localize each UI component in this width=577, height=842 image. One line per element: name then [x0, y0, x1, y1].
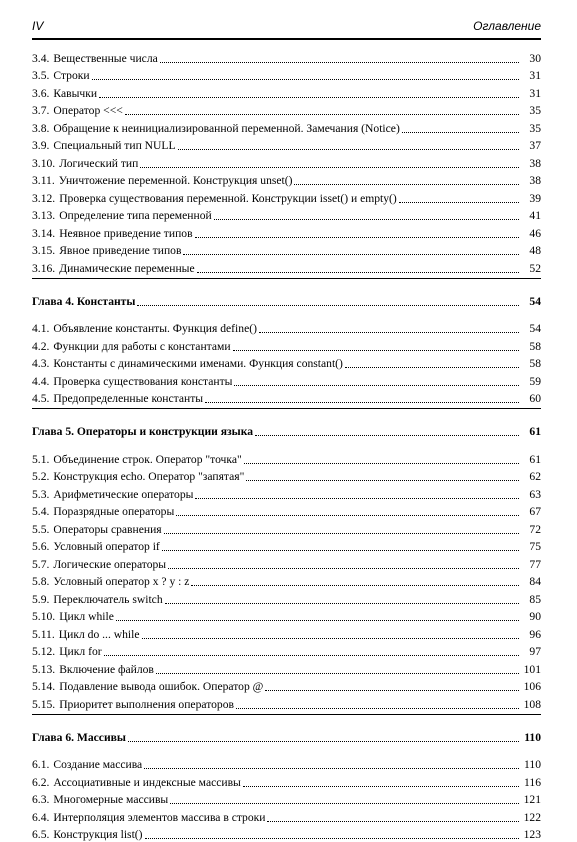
toc-page-number: 35	[521, 104, 541, 118]
toc-entry-number: 3.8.	[32, 122, 49, 136]
toc-page-number: 77	[521, 558, 541, 572]
toc-entry[interactable]	[32, 537, 541, 555]
toc-page-number: 108	[521, 698, 541, 712]
toc-entry-title: Интерполяция элементов массива в строки	[49, 811, 265, 825]
dot-leader	[164, 533, 519, 534]
dot-leader	[142, 638, 519, 639]
toc-page-number: 106	[521, 680, 541, 694]
toc-entry[interactable]	[32, 825, 541, 842]
toc-entry-title: Определение типа переменной	[55, 209, 212, 223]
dot-leader	[255, 435, 519, 436]
toc-entry[interactable]	[32, 336, 541, 354]
toc-page-number: 52	[521, 262, 541, 276]
toc-entry[interactable]	[32, 790, 541, 808]
toc-entry-number: 4.1.	[32, 322, 49, 336]
toc-entry[interactable]	[32, 554, 541, 572]
toc-entry[interactable]	[32, 449, 541, 467]
toc-chapter-entry[interactable]	[32, 293, 541, 309]
toc-page-number: 48	[521, 244, 541, 258]
toc-entry-title: Цикл for	[55, 645, 101, 659]
toc-chapter-entry[interactable]	[32, 729, 541, 745]
dot-leader	[345, 367, 519, 368]
running-section-title: Оглавление	[473, 19, 541, 33]
toc-chapter-entry[interactable]	[32, 423, 541, 439]
dot-leader	[104, 655, 519, 656]
dot-leader	[205, 402, 519, 403]
toc-entry-title: Явное приведение типов	[55, 244, 181, 258]
toc-page-number: 62	[521, 470, 541, 484]
toc-entry[interactable]	[32, 807, 541, 825]
toc-entry-title: Проверка существования переменной. Конструкции isset() и empty()	[55, 192, 397, 206]
dot-leader	[178, 149, 519, 150]
dot-leader	[399, 202, 519, 203]
toc-entry-title: Условный оператор if	[49, 540, 159, 554]
toc-entry-title: Переключатель switch	[49, 593, 162, 607]
toc-entry[interactable]	[32, 153, 541, 171]
toc-page-number: 54	[521, 295, 541, 309]
toc-entry[interactable]	[32, 755, 541, 773]
toc-entry-title: Арифметические операторы	[49, 488, 193, 502]
toc-entry-title: Строки	[49, 69, 89, 83]
page-number: IV	[32, 19, 43, 33]
toc-page-number: 67	[521, 505, 541, 519]
toc-entry[interactable]	[32, 206, 541, 224]
toc-entry[interactable]	[32, 624, 541, 642]
toc-page-number: 60	[521, 392, 541, 406]
toc-entry-number: 3.5.	[32, 69, 49, 83]
dot-leader	[168, 568, 519, 569]
toc-entry-title: Проверка существования константы	[49, 375, 232, 389]
toc-page-number: 101	[521, 663, 541, 677]
dot-leader	[234, 385, 519, 386]
dot-leader	[195, 237, 519, 238]
toc-chapter-title: Глава 6. Массивы	[32, 731, 126, 745]
toc-entry-title: Конструкция echo. Оператор "запятая"	[49, 470, 244, 484]
toc-entry[interactable]	[32, 572, 541, 590]
toc-entry-number: 5.2.	[32, 470, 49, 484]
section-divider	[32, 714, 541, 715]
toc-entry-number: 6.5.	[32, 828, 49, 842]
toc-entry-title: Уничтожение переменной. Конструкция unset()	[55, 174, 293, 188]
toc-page-number: 97	[521, 645, 541, 659]
toc-entry-title: Неявное приведение типов	[55, 227, 192, 241]
dot-leader	[165, 603, 519, 604]
toc-page-number: 38	[521, 157, 541, 171]
toc-entry-title: Поразрядные операторы	[49, 505, 174, 519]
table-of-contents	[32, 48, 541, 842]
toc-page-number: 35	[521, 122, 541, 136]
toc-entry-number: 6.3.	[32, 793, 49, 807]
toc-page-number: 58	[521, 340, 541, 354]
dot-leader	[183, 254, 519, 255]
toc-entry-title: Ассоциативные и индексные массивы	[49, 776, 240, 790]
toc-page-number: 31	[521, 69, 541, 83]
toc-page-number: 38	[521, 174, 541, 188]
toc-entry-number: 5.15.	[32, 698, 55, 712]
toc-entry-number: 3.7.	[32, 104, 49, 118]
toc-entry[interactable]	[32, 258, 541, 276]
toc-entry[interactable]	[32, 241, 541, 259]
toc-entry-title: Цикл do ... while	[55, 628, 140, 642]
toc-entry[interactable]	[32, 642, 541, 660]
toc-page-number: 121	[521, 793, 541, 807]
toc-entry-number: 4.4.	[32, 375, 49, 389]
toc-entry-title: Создание массива	[49, 758, 142, 772]
toc-entry-number: 3.10.	[32, 157, 55, 171]
toc-page-number: 61	[521, 453, 541, 467]
dot-leader	[92, 79, 519, 80]
dot-leader	[162, 550, 519, 551]
toc-entry-title: Логические операторы	[49, 558, 166, 572]
toc-page-number: 96	[521, 628, 541, 642]
toc-entry-number: 5.1.	[32, 453, 49, 467]
dot-leader	[99, 97, 519, 98]
toc-entry-title: Константы с динамическими именами. Функция constant()	[49, 357, 343, 371]
section-divider	[32, 408, 541, 409]
toc-entry-number: 5.12.	[32, 645, 55, 659]
toc-page-number: 110	[521, 731, 541, 745]
toc-entry-title: Обращение к неинициализированной переменной. Замечания (Notice)	[49, 122, 399, 136]
toc-entry-title: Вещественные числа	[49, 52, 157, 66]
toc-page-number: 123	[521, 828, 541, 842]
toc-entry-title: Операторы сравнения	[49, 523, 161, 537]
toc-entry[interactable]	[32, 589, 541, 607]
toc-entry[interactable]	[32, 354, 541, 372]
toc-entry-title: Оператор <<<	[49, 104, 122, 118]
section-divider	[32, 278, 541, 279]
toc-entry-number: 5.11.	[32, 628, 55, 642]
toc-entry-number: 5.9.	[32, 593, 49, 607]
dot-leader	[243, 786, 519, 787]
toc-entry[interactable]	[32, 502, 541, 520]
toc-entry-title: Условный оператор x ? y : z	[49, 575, 189, 589]
toc-entry-number: 4.3.	[32, 357, 49, 371]
dot-leader	[137, 305, 519, 306]
toc-entry[interactable]	[32, 467, 541, 485]
toc-entry[interactable]	[32, 694, 541, 712]
toc-entry-number: 6.2.	[32, 776, 49, 790]
dot-leader	[145, 838, 519, 839]
toc-entry[interactable]	[32, 484, 541, 502]
toc-entry-number: 3.4.	[32, 52, 49, 66]
toc-entry-title: Многомерные массивы	[49, 793, 168, 807]
toc-entry[interactable]	[32, 772, 541, 790]
toc-entry-number: 3.15.	[32, 244, 55, 258]
dot-leader	[156, 673, 519, 674]
toc-entry-number: 3.11.	[32, 174, 55, 188]
toc-entry-title: Объявление константы. Функция define()	[49, 322, 257, 336]
toc-entry[interactable]	[32, 223, 541, 241]
toc-page-number: 39	[521, 192, 541, 206]
running-header	[32, 14, 541, 40]
dot-leader	[236, 708, 519, 709]
toc-entry-title: Специальный тип NULL	[49, 139, 175, 153]
toc-page-number: 84	[521, 575, 541, 589]
toc-entry-number: 5.4.	[32, 505, 49, 519]
toc-entry[interactable]	[32, 171, 541, 189]
toc-entry-title: Подавление вывода ошибок. Оператор @	[55, 680, 263, 694]
dot-leader	[140, 167, 519, 168]
toc-page-number: 37	[521, 139, 541, 153]
toc-entry-number: 3.9.	[32, 139, 49, 153]
toc-entry-number: 4.5.	[32, 392, 49, 406]
toc-entry[interactable]	[32, 118, 541, 136]
dot-leader	[233, 350, 519, 351]
dot-leader	[197, 272, 519, 273]
dot-leader	[144, 768, 519, 769]
toc-page-number: 63	[521, 488, 541, 502]
toc-page-number: 110	[521, 758, 541, 772]
dot-leader	[191, 585, 519, 586]
dot-leader	[265, 690, 519, 691]
toc-page-number: 30	[521, 52, 541, 66]
toc-entry-number: 6.1.	[32, 758, 49, 772]
toc-entry[interactable]	[32, 607, 541, 625]
toc-entry-title: Объединение строк. Оператор "точка"	[49, 453, 241, 467]
toc-entry[interactable]	[32, 83, 541, 101]
toc-page-number: 59	[521, 375, 541, 389]
toc-entry-number: 5.8.	[32, 575, 49, 589]
dot-leader	[259, 332, 519, 333]
toc-entry-title: Логический тип	[55, 157, 138, 171]
dot-leader	[160, 62, 519, 63]
toc-entry[interactable]	[32, 136, 541, 154]
toc-entry[interactable]	[32, 48, 541, 66]
dot-leader	[170, 803, 519, 804]
dot-leader	[246, 480, 519, 481]
toc-entry[interactable]	[32, 389, 541, 407]
toc-entry[interactable]	[32, 519, 541, 537]
toc-entry-number: 3.6.	[32, 87, 49, 101]
toc-entry-title: Функции для работы с константами	[49, 340, 230, 354]
dot-leader	[214, 219, 519, 220]
toc-entry-number: 5.7.	[32, 558, 49, 572]
toc-entry[interactable]	[32, 188, 541, 206]
dot-leader	[176, 515, 519, 516]
toc-entry[interactable]	[32, 677, 541, 695]
toc-page-number: 58	[521, 357, 541, 371]
dot-leader	[267, 821, 519, 822]
toc-entry-title: Приоритет выполнения операторов	[55, 698, 234, 712]
toc-page-number: 85	[521, 593, 541, 607]
toc-entry-title: Цикл while	[55, 610, 114, 624]
toc-page-number: 46	[521, 227, 541, 241]
toc-entry-number: 5.13.	[32, 663, 55, 677]
dot-leader	[294, 184, 519, 185]
toc-entry-title: Предопределенные константы	[49, 392, 203, 406]
dot-leader	[402, 132, 519, 133]
toc-entry-title: Конструкция list()	[49, 828, 142, 842]
toc-entry[interactable]	[32, 319, 541, 337]
toc-chapter-title: Глава 4. Константы	[32, 295, 135, 309]
dot-leader	[195, 498, 519, 499]
toc-page-number: 122	[521, 811, 541, 825]
toc-page-number: 72	[521, 523, 541, 537]
toc-entry-number: 5.14.	[32, 680, 55, 694]
toc-page-number: 116	[521, 776, 541, 790]
dot-leader	[128, 741, 519, 742]
toc-entry-number: 3.16.	[32, 262, 55, 276]
toc-entry-number: 5.5.	[32, 523, 49, 537]
toc-entry-number: 5.3.	[32, 488, 49, 502]
toc-entry-number: 6.4.	[32, 811, 49, 825]
toc-page-number: 75	[521, 540, 541, 554]
toc-entry-number: 3.13.	[32, 209, 55, 223]
toc-entry-title: Динамические переменные	[55, 262, 194, 276]
dot-leader	[125, 114, 519, 115]
dot-leader	[116, 620, 519, 621]
toc-entry[interactable]	[32, 371, 541, 389]
toc-entry-number: 3.12.	[32, 192, 55, 206]
toc-entry[interactable]	[32, 659, 541, 677]
toc-entry-number: 3.14.	[32, 227, 55, 241]
toc-entry-number: 4.2.	[32, 340, 49, 354]
toc-chapter-title: Глава 5. Операторы и конструкции языка	[32, 425, 253, 439]
toc-page-number: 61	[521, 425, 541, 439]
toc-entry[interactable]	[32, 101, 541, 119]
toc-entry-title: Включение файлов	[55, 663, 154, 677]
toc-page-number: 54	[521, 322, 541, 336]
toc-entry-number: 5.10.	[32, 610, 55, 624]
toc-entry-number: 5.6.	[32, 540, 49, 554]
toc-page-number: 41	[521, 209, 541, 223]
dot-leader	[244, 463, 519, 464]
toc-page-number: 31	[521, 87, 541, 101]
toc-entry-title: Кавычки	[49, 87, 97, 101]
toc-page-number: 90	[521, 610, 541, 624]
toc-entry[interactable]	[32, 66, 541, 84]
